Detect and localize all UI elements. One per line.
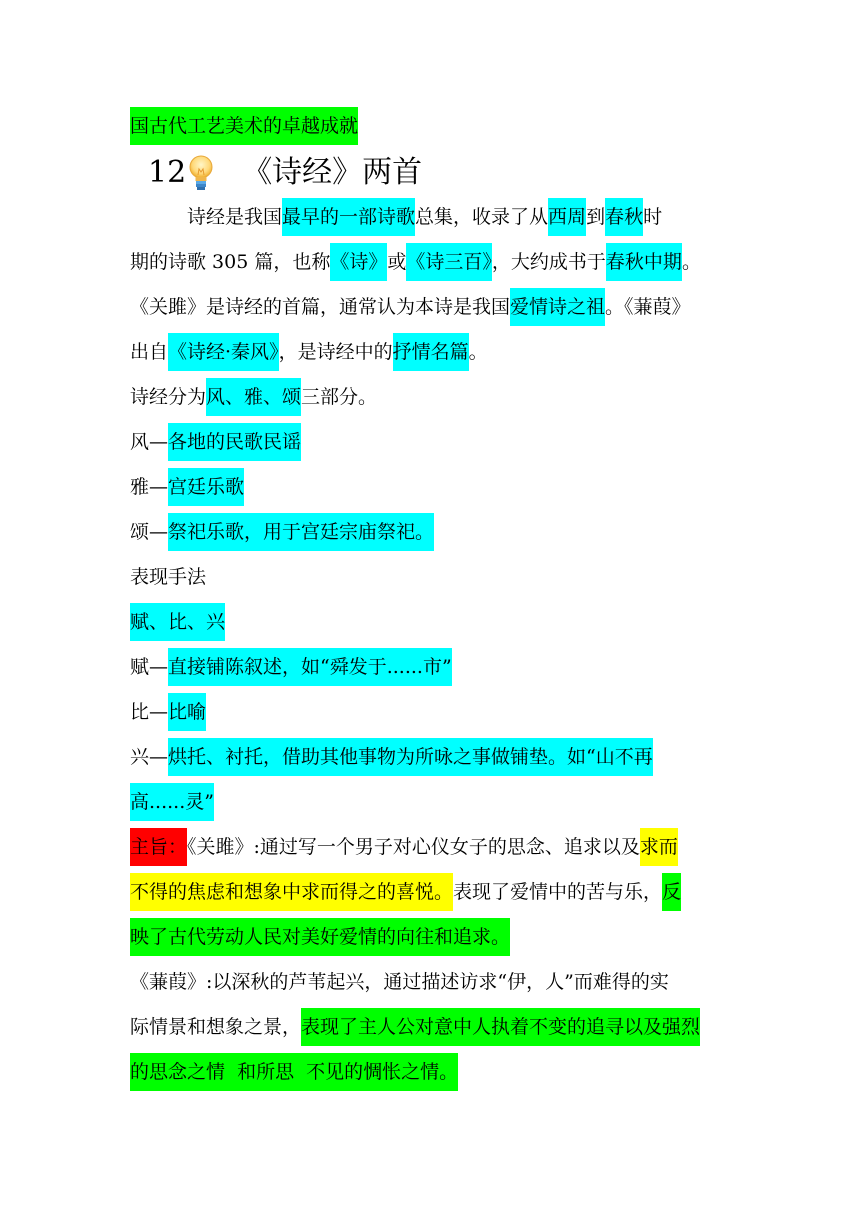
- theme-jianjia-1: [130, 963, 730, 1001]
- intro-line-2: [130, 243, 730, 281]
- feng-line: [130, 423, 730, 461]
- theme-label: 主旨：: [130, 828, 187, 866]
- text-run: 雅—: [130, 476, 169, 498]
- highlight-green: 表现了主人公对意中人执着不变的追寻以及强烈: [301, 1008, 700, 1046]
- text-run: 时: [643, 206, 663, 228]
- highlight-ya-def: 宫廷乐歌: [168, 468, 244, 506]
- highlight-fu-def: 直接铺陈叙述，如“舜发于......市”: [168, 648, 452, 686]
- highlight-chunqiu: 春秋: [605, 198, 643, 236]
- text-run: 颂—: [130, 521, 169, 543]
- text-run: 表现手法: [130, 566, 207, 588]
- intro-line-4: [130, 333, 730, 371]
- lesson-title: [148, 148, 422, 196]
- text-run: 。《蒹葭》: [605, 296, 691, 318]
- text-run: 《关雎》:通过写一个男子对心仪女子的思念、追求以及: [187, 836, 640, 858]
- theme-guanju-2: [130, 873, 730, 911]
- text-run: 或: [387, 251, 407, 273]
- highlight-song-def: 祭祀乐歌，用于宫廷宗庙祭祀。: [168, 513, 434, 551]
- text-run: 总集，收录了从: [415, 206, 549, 228]
- text-run: 三部分。: [301, 386, 378, 408]
- highlight-green: 的思念之情 和所思 不见的惆怅之情。: [130, 1053, 458, 1091]
- lightbulb-icon: [186, 153, 216, 193]
- top-line: [130, 107, 730, 145]
- highlight-shi-sanbai: 《诗三百》: [406, 243, 492, 281]
- text-run: 赋—: [130, 656, 169, 678]
- highlight-yellow: 不得的焦虑和想象中求而得之的喜悦。: [130, 873, 453, 911]
- highlight-fu-bi-xing: 赋、比、兴: [130, 603, 225, 641]
- text-run: 兴—: [130, 746, 169, 768]
- parts-line: [130, 378, 730, 416]
- text-run: ，是诗经中的: [278, 341, 393, 363]
- fu-line: [130, 648, 730, 686]
- highlight-xing-def-cont: 高......灵”: [130, 783, 214, 821]
- techniques-heading: [130, 558, 730, 596]
- highlight-green: 反: [662, 873, 681, 911]
- top-line-text: 国古代工艺美术的卓越成就: [130, 107, 358, 145]
- intro-line-3: [130, 288, 730, 326]
- theme-jianjia-2: [130, 1008, 730, 1046]
- highlight-three-parts: 风、雅、颂: [206, 378, 301, 416]
- highlight-lyric-masterpiece: 抒情名篇: [393, 333, 469, 371]
- highlight-xizhou: 西周: [548, 198, 586, 236]
- highlight-xing-def: 烘托、衬托，借助其他事物为所咏之事做铺垫。如“山不再: [168, 738, 653, 776]
- theme-guanju-1: [130, 828, 730, 866]
- text-run: 期的诗歌 305 篇，也称: [130, 251, 331, 273]
- text-run: 。: [468, 341, 488, 363]
- text-run: 表现了爱情中的苦与乐，: [453, 881, 663, 903]
- text-run: 到: [586, 206, 606, 228]
- theme-guanju-3: [130, 918, 730, 956]
- theme-jianjia-3: [130, 1053, 730, 1091]
- lesson-name: 《诗经》两首: [242, 155, 423, 190]
- bi-line: [130, 693, 730, 731]
- text-run: ，大约成书于: [491, 251, 606, 273]
- highlight-chunqiu-zhongqi: 春秋中期: [606, 243, 682, 281]
- text-run: 比—: [130, 701, 169, 723]
- text-run: 《蒹葭》:以深秋的芦苇起兴，通过描述访求“伊，人”而难得的实: [130, 971, 669, 993]
- text-run: 际情景和想象之景，: [130, 1016, 302, 1038]
- text-run: 《关雎》是诗经的首篇，通常认为本诗是我国: [130, 296, 511, 318]
- song-line: [130, 513, 730, 551]
- highlight-earliest-collection: 最早的一部诗歌: [282, 198, 415, 236]
- highlight-bi-def: 比喻: [168, 693, 206, 731]
- highlight-feng-def: 各地的民歌民谣: [168, 423, 301, 461]
- text-run: 出自: [130, 341, 169, 363]
- text-run: 诗经是我国: [130, 206, 283, 228]
- xing-line-2: [130, 783, 730, 821]
- text-run: 风—: [130, 431, 169, 453]
- ya-line: [130, 468, 730, 506]
- intro-line-1: [130, 198, 730, 236]
- highlight-shi: 《诗》: [330, 243, 387, 281]
- xing-line-1: [130, 738, 730, 776]
- highlight-qinfeng: 《诗经·秦风》: [168, 333, 279, 371]
- highlight-green: 映了古代劳动人民对美好爱情的向往和追求。: [130, 918, 510, 956]
- highlight-yellow: 求而: [640, 828, 678, 866]
- highlight-love-poem-ancestor: 爱情诗之祖: [510, 288, 605, 326]
- text-run: 。: [681, 251, 701, 273]
- lesson-number: 12: [148, 155, 187, 190]
- techniques-list: [130, 603, 730, 641]
- text-run: 诗经分为: [130, 386, 207, 408]
